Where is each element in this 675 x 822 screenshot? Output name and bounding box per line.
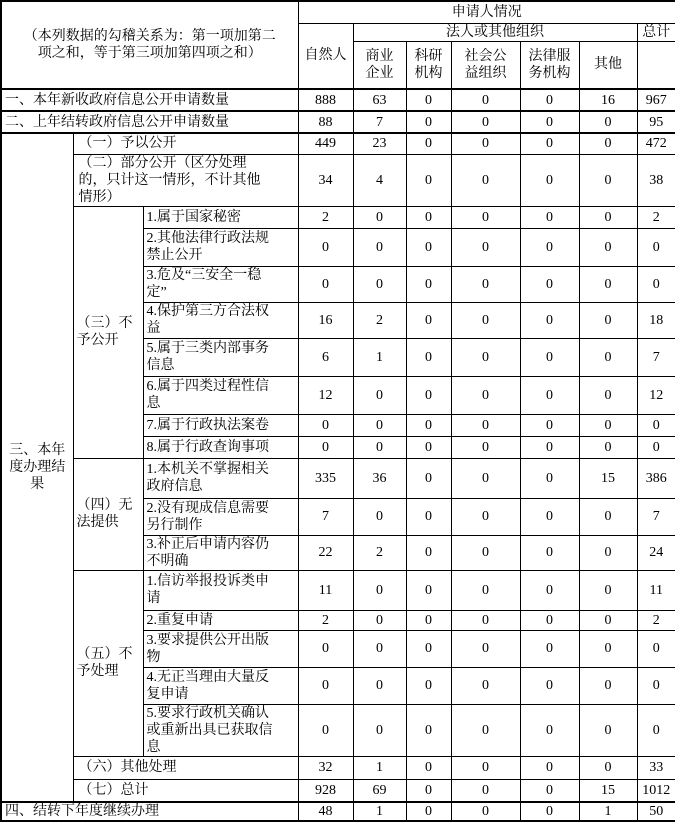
value-cell: 0 bbox=[353, 266, 406, 302]
value-cell: 16 bbox=[298, 302, 353, 338]
value-cell: 48 bbox=[298, 802, 353, 821]
value-cell: 0 bbox=[298, 436, 353, 458]
value-cell: 0 bbox=[406, 610, 451, 630]
value-cell: 7 bbox=[637, 498, 675, 535]
value-cell: 0 bbox=[406, 535, 451, 570]
table-row bbox=[1, 458, 675, 498]
value-cell: 0 bbox=[579, 376, 637, 414]
value-cell: 33 bbox=[637, 756, 675, 779]
value-cell: 0 bbox=[520, 414, 579, 436]
value-cell: 928 bbox=[298, 779, 353, 802]
table-row bbox=[1, 570, 675, 610]
value-cell: 0 bbox=[579, 756, 637, 779]
value-cell: 2 bbox=[353, 302, 406, 338]
value-cell: 0 bbox=[579, 111, 637, 133]
value-cell: 0 bbox=[353, 498, 406, 535]
value-cell: 0 bbox=[451, 338, 520, 376]
row-label: 四、结转下年度继续办理 bbox=[1, 802, 298, 821]
value-cell: 0 bbox=[353, 414, 406, 436]
value-cell: 1 bbox=[353, 756, 406, 779]
value-cell: 0 bbox=[451, 802, 520, 821]
value-cell: 0 bbox=[451, 779, 520, 802]
value-cell: 11 bbox=[298, 570, 353, 610]
value-cell: 0 bbox=[406, 756, 451, 779]
header-org-type-legal-service: 法律服 务机构 bbox=[520, 41, 579, 89]
value-cell: 0 bbox=[451, 414, 520, 436]
value-cell: 0 bbox=[451, 154, 520, 206]
row-label: 1.属于国家秘密 bbox=[143, 206, 298, 228]
row-label: 2.重复申请 bbox=[143, 610, 298, 630]
value-cell: 0 bbox=[520, 458, 579, 498]
value-cell: 1012 bbox=[637, 779, 675, 802]
value-cell: 0 bbox=[406, 436, 451, 458]
value-cell: 0 bbox=[353, 436, 406, 458]
value-cell: 1 bbox=[353, 802, 406, 821]
value-cell: 0 bbox=[298, 667, 353, 704]
value-cell: 1 bbox=[353, 338, 406, 376]
value-cell: 1 bbox=[579, 802, 637, 821]
header-applicant-situation: 申请人情况 bbox=[298, 1, 675, 23]
value-cell: 0 bbox=[520, 206, 579, 228]
value-cell: 0 bbox=[579, 338, 637, 376]
value-cell: 95 bbox=[637, 111, 675, 133]
value-cell: 0 bbox=[520, 376, 579, 414]
value-cell: 2 bbox=[637, 610, 675, 630]
value-cell: 0 bbox=[520, 802, 579, 821]
value-cell: 2 bbox=[353, 535, 406, 570]
table-row bbox=[1, 206, 675, 228]
value-cell: 0 bbox=[353, 630, 406, 667]
value-cell: 0 bbox=[298, 630, 353, 667]
value-cell: 0 bbox=[451, 89, 520, 111]
value-cell: 0 bbox=[520, 89, 579, 111]
value-cell: 0 bbox=[451, 756, 520, 779]
value-cell: 0 bbox=[579, 414, 637, 436]
value-cell: 34 bbox=[298, 154, 353, 206]
value-cell: 0 bbox=[451, 266, 520, 302]
value-cell: 63 bbox=[353, 89, 406, 111]
group-label-unable-to-provide: （四）无 法提供 bbox=[73, 458, 143, 570]
value-cell: 0 bbox=[353, 206, 406, 228]
value-cell: 0 bbox=[451, 133, 520, 154]
value-cell: 0 bbox=[579, 266, 637, 302]
value-cell: 0 bbox=[406, 802, 451, 821]
value-cell: 0 bbox=[520, 756, 579, 779]
value-cell: 386 bbox=[637, 458, 675, 498]
value-cell: 0 bbox=[451, 610, 520, 630]
value-cell: 0 bbox=[298, 266, 353, 302]
value-cell: 0 bbox=[353, 610, 406, 630]
group-label-section3: 三、本年 度办理结 果 bbox=[1, 133, 73, 802]
header-natural-person: 自然人 bbox=[298, 23, 353, 89]
row-label: 1.信访举报投诉类申 请 bbox=[143, 570, 298, 610]
value-cell: 0 bbox=[520, 338, 579, 376]
value-cell: 0 bbox=[406, 338, 451, 376]
value-cell: 0 bbox=[637, 704, 675, 756]
value-cell: 4 bbox=[353, 154, 406, 206]
row-label: 二、上年结转政府信息公开申请数量 bbox=[1, 111, 298, 133]
row-label: 3.要求提供公开出版 物 bbox=[143, 630, 298, 667]
value-cell: 0 bbox=[406, 154, 451, 206]
value-cell: 0 bbox=[579, 667, 637, 704]
value-cell: 0 bbox=[579, 302, 637, 338]
value-cell: 335 bbox=[298, 458, 353, 498]
value-cell: 0 bbox=[353, 228, 406, 266]
table-row bbox=[1, 111, 675, 133]
value-cell: 0 bbox=[520, 667, 579, 704]
value-cell: 38 bbox=[637, 154, 675, 206]
row-label: 3.危及“三安全一稳 定” bbox=[143, 266, 298, 302]
value-cell: 0 bbox=[406, 376, 451, 414]
value-cell: 0 bbox=[637, 630, 675, 667]
value-cell: 0 bbox=[406, 704, 451, 756]
row-label: （七）总计 bbox=[73, 779, 298, 802]
value-cell: 0 bbox=[451, 228, 520, 266]
value-cell: 0 bbox=[579, 154, 637, 206]
row-label: 5.要求行政机关确认 或重新出具已获取信 息 bbox=[143, 704, 298, 756]
value-cell: 15 bbox=[579, 779, 637, 802]
group-label-not-disclosed: （三）不 予公开 bbox=[73, 206, 143, 458]
value-cell: 0 bbox=[579, 228, 637, 266]
table-row bbox=[1, 802, 675, 821]
value-cell: 0 bbox=[637, 414, 675, 436]
group-label-not-processed: （五）不 予处理 bbox=[73, 570, 143, 756]
value-cell: 0 bbox=[637, 667, 675, 704]
value-cell: 0 bbox=[406, 89, 451, 111]
value-cell: 15 bbox=[579, 458, 637, 498]
row-label: 7.属于行政执法案卷 bbox=[143, 414, 298, 436]
value-cell: 7 bbox=[353, 111, 406, 133]
value-cell: 0 bbox=[298, 414, 353, 436]
value-cell: 0 bbox=[451, 570, 520, 610]
header-org-type-other: 其他 bbox=[579, 41, 637, 89]
row-label: 4.无正当理由大量反 复申请 bbox=[143, 667, 298, 704]
value-cell: 0 bbox=[520, 779, 579, 802]
value-cell: 449 bbox=[298, 133, 353, 154]
value-cell: 7 bbox=[298, 498, 353, 535]
value-cell: 11 bbox=[637, 570, 675, 610]
table-row bbox=[1, 756, 675, 779]
table-row bbox=[1, 89, 675, 111]
row-label: 4.保护第三方合法权 益 bbox=[143, 302, 298, 338]
table-row bbox=[1, 133, 675, 154]
value-cell: 0 bbox=[406, 458, 451, 498]
value-cell: 0 bbox=[353, 570, 406, 610]
value-cell: 0 bbox=[451, 436, 520, 458]
value-cell: 0 bbox=[406, 498, 451, 535]
row-label: 8.属于行政查询事项 bbox=[143, 436, 298, 458]
value-cell: 0 bbox=[520, 133, 579, 154]
value-cell: 0 bbox=[520, 154, 579, 206]
value-cell: 0 bbox=[637, 228, 675, 266]
row-label: 1.本机关不掌握相关 政府信息 bbox=[143, 458, 298, 498]
value-cell: 12 bbox=[298, 376, 353, 414]
value-cell: 0 bbox=[406, 133, 451, 154]
value-cell: 0 bbox=[579, 133, 637, 154]
value-cell: 6 bbox=[298, 338, 353, 376]
value-cell: 0 bbox=[451, 667, 520, 704]
row-label: 3.补正后申请内容仍 不明确 bbox=[143, 535, 298, 570]
header-total-empty-cell bbox=[637, 41, 675, 89]
value-cell: 0 bbox=[579, 498, 637, 535]
value-cell: 0 bbox=[406, 111, 451, 133]
row-label: （一）予以公开 bbox=[73, 133, 298, 154]
value-cell: 0 bbox=[406, 206, 451, 228]
value-cell: 0 bbox=[579, 630, 637, 667]
value-cell: 0 bbox=[451, 111, 520, 133]
value-cell: 18 bbox=[637, 302, 675, 338]
value-cell: 50 bbox=[637, 802, 675, 821]
value-cell: 7 bbox=[637, 338, 675, 376]
table-row bbox=[1, 779, 675, 802]
value-cell: 472 bbox=[637, 133, 675, 154]
value-cell: 0 bbox=[451, 535, 520, 570]
value-cell: 23 bbox=[353, 133, 406, 154]
row-label: 2.其他法律行政法规 禁止公开 bbox=[143, 228, 298, 266]
row-label: 2.没有现成信息需要 另行制作 bbox=[143, 498, 298, 535]
value-cell: 0 bbox=[406, 414, 451, 436]
value-cell: 36 bbox=[353, 458, 406, 498]
value-cell: 24 bbox=[637, 535, 675, 570]
value-cell: 0 bbox=[451, 498, 520, 535]
value-cell: 0 bbox=[637, 436, 675, 458]
value-cell: 0 bbox=[520, 610, 579, 630]
value-cell: 0 bbox=[520, 302, 579, 338]
value-cell: 0 bbox=[520, 535, 579, 570]
value-cell: 2 bbox=[298, 610, 353, 630]
value-cell: 32 bbox=[298, 756, 353, 779]
value-cell: 16 bbox=[579, 89, 637, 111]
value-cell: 0 bbox=[298, 704, 353, 756]
value-cell: 0 bbox=[451, 376, 520, 414]
value-cell: 0 bbox=[579, 570, 637, 610]
row-label: 6.属于四类过程性信 息 bbox=[143, 376, 298, 414]
value-cell: 0 bbox=[579, 206, 637, 228]
value-cell: 0 bbox=[406, 667, 451, 704]
header-org-type-research: 科研 机构 bbox=[406, 41, 451, 89]
value-cell: 0 bbox=[353, 704, 406, 756]
value-cell: 69 bbox=[353, 779, 406, 802]
value-cell: 2 bbox=[637, 206, 675, 228]
value-cell: 0 bbox=[451, 458, 520, 498]
value-cell: 0 bbox=[579, 610, 637, 630]
value-cell: 0 bbox=[406, 779, 451, 802]
value-cell: 88 bbox=[298, 111, 353, 133]
row-label: （六）其他处理 bbox=[73, 756, 298, 779]
value-cell: 22 bbox=[298, 535, 353, 570]
value-cell: 0 bbox=[520, 266, 579, 302]
value-cell: 0 bbox=[406, 302, 451, 338]
header-legal-org: 法人或其他组织 bbox=[353, 23, 637, 41]
value-cell: 0 bbox=[520, 570, 579, 610]
header-org-type-business: 商业 企业 bbox=[353, 41, 406, 89]
value-cell: 0 bbox=[520, 111, 579, 133]
value-cell: 967 bbox=[637, 89, 675, 111]
value-cell: 0 bbox=[579, 535, 637, 570]
value-cell: 2 bbox=[298, 206, 353, 228]
value-cell: 0 bbox=[406, 228, 451, 266]
value-cell: 0 bbox=[298, 228, 353, 266]
value-cell: 0 bbox=[520, 228, 579, 266]
header-org-type-public-welfare: 社会公 益组织 bbox=[451, 41, 520, 89]
value-cell: 0 bbox=[451, 302, 520, 338]
value-cell: 0 bbox=[451, 704, 520, 756]
note-cell: （本列数据的勾稽关系为：第一项加第二 项之和，等于第三项加第四项之和） bbox=[1, 1, 298, 89]
header-total: 总计 bbox=[637, 23, 675, 41]
value-cell: 0 bbox=[579, 436, 637, 458]
value-cell: 0 bbox=[520, 630, 579, 667]
value-cell: 0 bbox=[353, 376, 406, 414]
value-cell: 0 bbox=[353, 667, 406, 704]
table-row bbox=[1, 154, 675, 206]
value-cell: 0 bbox=[579, 704, 637, 756]
value-cell: 0 bbox=[406, 570, 451, 610]
value-cell: 0 bbox=[451, 630, 520, 667]
value-cell: 0 bbox=[451, 206, 520, 228]
value-cell: 0 bbox=[637, 266, 675, 302]
value-cell: 0 bbox=[520, 704, 579, 756]
value-cell: 888 bbox=[298, 89, 353, 111]
row-label: 一、本年新收政府信息公开申请数量 bbox=[1, 89, 298, 111]
row-label: 5.属于三类内部事务 信息 bbox=[143, 338, 298, 376]
row-label: （二）部分公开（区分处理 的，只计这一情形，不计其他 情形） bbox=[73, 154, 298, 206]
value-cell: 0 bbox=[520, 498, 579, 535]
value-cell: 0 bbox=[406, 630, 451, 667]
value-cell: 0 bbox=[406, 266, 451, 302]
value-cell: 12 bbox=[637, 376, 675, 414]
value-cell: 0 bbox=[520, 436, 579, 458]
